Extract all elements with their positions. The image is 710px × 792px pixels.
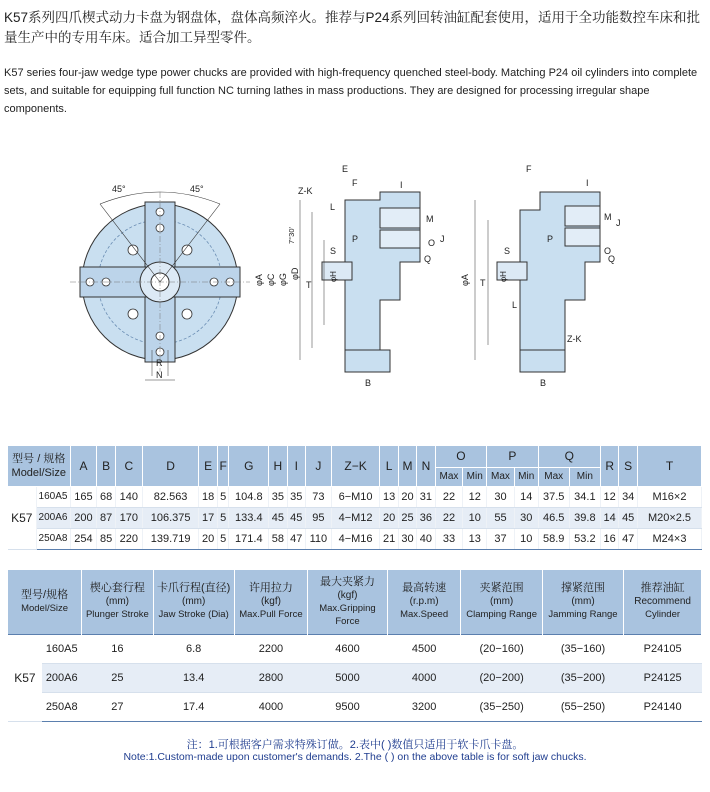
spec-table [8, 446, 702, 550]
label-phi-h-2: φH [499, 271, 508, 282]
spec-col-a: A [70, 446, 97, 486]
spec-cell: 20 [380, 507, 398, 528]
label-angle-1: 7°30' [287, 227, 296, 244]
perf-header: 型号/规格 Model/Size [8, 570, 82, 634]
spec-cell: 95 [305, 507, 331, 528]
perf-row [8, 692, 702, 721]
perf-cell: 4600 [308, 634, 388, 663]
spec-cell: 87 [97, 507, 115, 528]
intro-english: K57 series four-jaw wedge type power chucks are provided with high-frequency quenched steel-body. Matching P24 oil cylinders into complete sets, and suitable for equipping full function NC turning lathes in mass productions. They are designed for processing irregular shape components. [4, 67, 698, 115]
perf-header: 最高转速 (r.p.m) Max.Speed [387, 570, 461, 634]
spec-cell: 20 [199, 528, 217, 549]
spec-cell: 14 [514, 486, 538, 507]
spec-q-max: Max [538, 467, 569, 486]
spec-p-min: Min [514, 467, 538, 486]
spec-cell: 16 [600, 528, 618, 549]
spec-cell: 31 [417, 486, 435, 507]
spec-cell: 85 [97, 528, 115, 549]
spec-p-max: Max [487, 467, 515, 486]
spec-cell: 18 [199, 486, 217, 507]
spec-cell: 171.4 [229, 528, 269, 549]
spec-col-o: O [435, 446, 486, 467]
perf-cell: 27 [82, 692, 153, 721]
spec-cell: 34 [619, 486, 638, 507]
spec-cell: 30 [514, 507, 538, 528]
perf-cell: 2200 [234, 634, 307, 663]
spec-col-g: G [229, 446, 269, 486]
spec-cell: 6−M10 [331, 486, 380, 507]
label-b-1: B [365, 378, 372, 388]
spec-col-e: E [199, 446, 217, 486]
spec-cell: M24×3 [638, 528, 702, 549]
perf-cell: P24105 [624, 634, 702, 663]
spec-cell: 133.4 [229, 507, 269, 528]
spec-cell: 165 [70, 486, 97, 507]
perf-cell: 5000 [308, 663, 388, 692]
note-chinese: 注：1.可根据客户需求特殊订做。2.表中( )数值只适用于软卡爪卡盘。 [186, 739, 524, 751]
perf-cell: (55−250) [542, 692, 623, 721]
spec-cell: 73 [305, 486, 331, 507]
perf-cell: (20−160) [461, 634, 542, 663]
spec-cell: 36 [417, 507, 435, 528]
perf-header: 楔心套行程 (mm) Plunger Stroke [82, 570, 153, 634]
spec-col-i: I [287, 446, 305, 486]
spec-cell: 39.8 [569, 507, 600, 528]
spec-cell: 30 [398, 528, 416, 549]
spec-cell: 17 [199, 507, 217, 528]
side-view-jamming [460, 164, 621, 388]
spec-cell: 47 [619, 528, 638, 549]
front-view [70, 184, 250, 380]
perf-cell: 13.4 [153, 663, 234, 692]
label-l-1: L [330, 202, 336, 212]
spec-cell: 53.2 [569, 528, 600, 549]
label-s-1: S [330, 246, 337, 256]
spec-cell: 170 [115, 507, 142, 528]
spec-cell: 30 [487, 486, 515, 507]
label-t-2: T [480, 278, 486, 288]
perf-header: 推荐油缸 Recommend Cylinder [624, 570, 702, 634]
spec-col-d: D [142, 446, 199, 486]
spec-cell: M20×2.5 [638, 507, 702, 528]
perf-series-cell: K57 [8, 634, 42, 721]
label-o-2: O [604, 246, 612, 256]
label-e-1: E [342, 164, 349, 174]
label-q-2: Q [608, 254, 616, 264]
spec-cell: 5 [217, 528, 229, 549]
note-english: Note:1.Custom-made upon customer's demands. 2.The ( ) on the above table is for soft jaw chucks. [123, 751, 587, 763]
label-b-2: B [540, 378, 547, 388]
angle-right-label: 45° [190, 184, 204, 194]
label-phi-a-1: φA [254, 274, 264, 286]
spec-series-cell: K57 [8, 486, 36, 549]
spec-cell: 45 [269, 507, 287, 528]
label-s-2: S [504, 246, 511, 256]
intro-chinese: K57系列四爪楔式动力卡盘为钢盘体，盘体高频淬火。推荐与P24系列回转油缸配套使用，适用于全功能数控车床和批量生产中的专用车床。适合加工异型零件。 [4, 10, 701, 45]
perf-cell: 16 [82, 634, 153, 663]
spec-cell: 37 [487, 528, 515, 549]
spec-cell: 106.375 [142, 507, 199, 528]
spec-o-min: Min [463, 467, 487, 486]
spec-col-b: B [97, 446, 115, 486]
spec-col-m: M [398, 446, 416, 486]
spec-cell: 45 [619, 507, 638, 528]
label-r: R [156, 358, 163, 368]
label-p-2: P [547, 234, 554, 244]
label-m-2: M [604, 212, 612, 222]
spec-q-min: Min [569, 467, 600, 486]
spec-cell: 34.1 [569, 486, 600, 507]
spec-size-cell: 200A6 [36, 507, 70, 528]
label-i-1: I [400, 180, 403, 190]
spec-cell: 20 [398, 486, 416, 507]
spec-row [8, 486, 702, 507]
label-j-1: J [440, 234, 445, 244]
angle-left-label: 45° [112, 184, 126, 194]
perf-cell: (35−160) [542, 634, 623, 663]
spec-cell: 33 [435, 528, 463, 549]
spec-col-h: H [269, 446, 287, 486]
spec-cell: 220 [115, 528, 142, 549]
label-zk-2: Z-K [567, 334, 582, 344]
spec-cell: 10 [463, 507, 487, 528]
spec-cell: 55 [487, 507, 515, 528]
perf-header: 夹紧范围 (mm) Clamping Range [461, 570, 542, 634]
spec-col-zk: Z−K [331, 446, 380, 486]
label-f-1: F [352, 178, 358, 188]
label-i-2: I [586, 178, 589, 188]
spec-cell: 4−M16 [331, 528, 380, 549]
spec-row [8, 507, 702, 528]
label-t-1: T [306, 280, 312, 290]
spec-cell: 5 [217, 486, 229, 507]
perf-row [8, 663, 702, 692]
spec-cell: 13 [463, 528, 487, 549]
spec-cell: 47 [287, 528, 305, 549]
spec-cell: 12 [600, 486, 618, 507]
spec-col-n: N [417, 446, 435, 486]
spec-size-cell: 250A8 [36, 528, 70, 549]
perf-cell: (20−200) [461, 663, 542, 692]
spec-col-l: L [380, 446, 398, 486]
perf-row [8, 634, 702, 663]
perf-header: 撑紧范围 (mm) Jamming Range [542, 570, 623, 634]
spec-col-t: T [638, 446, 702, 486]
spec-cell: 5 [217, 507, 229, 528]
spec-cell: 140 [115, 486, 142, 507]
spec-col-r: R [600, 446, 618, 486]
perf-cell: P24140 [624, 692, 702, 721]
perf-cell: 6.8 [153, 634, 234, 663]
spec-cell: 22 [435, 507, 463, 528]
spec-cell: 45 [287, 507, 305, 528]
spec-cell: 25 [398, 507, 416, 528]
spec-cell: 46.5 [538, 507, 569, 528]
perf-header: 卡爪行程(直径) (mm) Jaw Stroke (Dia) [153, 570, 234, 634]
spec-col-f: F [217, 446, 229, 486]
perf-cell: 17.4 [153, 692, 234, 721]
spec-col-q: Q [538, 446, 600, 467]
spec-cell: 12 [463, 486, 487, 507]
spec-cell: 139.719 [142, 528, 199, 549]
label-j-2: J [616, 218, 621, 228]
perf-size-cell: 250A8 [42, 692, 82, 721]
spec-cell: 68 [97, 486, 115, 507]
label-n: N [156, 370, 163, 380]
spec-cell: 35 [287, 486, 305, 507]
spec-cell: M16×2 [638, 486, 702, 507]
label-phi-h-1: φH [329, 271, 338, 282]
perf-cell: 25 [82, 663, 153, 692]
spec-cell: 21 [380, 528, 398, 549]
spec-col-s: S [619, 446, 638, 486]
spec-cell: 35 [269, 486, 287, 507]
label-phi-c-1: φC [266, 273, 276, 286]
spec-size-cell: 160A5 [36, 486, 70, 507]
label-phi-d-1: φD [290, 267, 300, 280]
spec-col-p: P [487, 446, 538, 467]
spec-cell: 40 [417, 528, 435, 549]
label-q-1: Q [424, 254, 432, 264]
perf-cell: P24125 [624, 663, 702, 692]
perf-cell: 4500 [387, 634, 461, 663]
perf-size-cell: 200A6 [42, 663, 82, 692]
spec-cell: 58 [269, 528, 287, 549]
spec-cell: 22 [435, 486, 463, 507]
spec-cell: 82.563 [142, 486, 199, 507]
spec-cell: 37.5 [538, 486, 569, 507]
performance-table [8, 570, 702, 722]
spec-col-c: C [115, 446, 142, 486]
spec-model-header: 型号 / 规格 Model/Size [8, 446, 70, 486]
spec-cell: 58.9 [538, 528, 569, 549]
label-phi-a-2: φA [460, 274, 470, 286]
spec-cell: 200 [70, 507, 97, 528]
label-f-2: F [526, 164, 532, 174]
perf-cell: 9500 [308, 692, 388, 721]
perf-cell: 4000 [234, 692, 307, 721]
spec-cell: 13 [380, 486, 398, 507]
perf-cell: (35−200) [542, 663, 623, 692]
spec-row [8, 528, 702, 549]
label-m-1: M [426, 214, 434, 224]
label-l-2: L [512, 300, 518, 310]
technical-drawings [0, 150, 710, 390]
side-view-clamping [254, 164, 445, 388]
spec-o-max: Max [435, 467, 463, 486]
label-zk-1: Z-K [298, 186, 313, 196]
perf-cell: 4000 [387, 663, 461, 692]
perf-header: 许用拉力 (kgf) Max.Pull Force [234, 570, 307, 634]
label-p-1: P [352, 234, 359, 244]
label-phi-g-1: φG [278, 273, 288, 286]
spec-cell: 254 [70, 528, 97, 549]
spec-cell: 110 [305, 528, 331, 549]
perf-size-cell: 160A5 [42, 634, 82, 663]
spec-col-j: J [305, 446, 331, 486]
spec-cell: 104.8 [229, 486, 269, 507]
label-o-1: O [428, 238, 436, 248]
spec-cell: 4−M12 [331, 507, 380, 528]
perf-header: 最大夹紧力 (kgf) Max.Gripping Force [308, 570, 388, 634]
perf-cell: (35−250) [461, 692, 542, 721]
spec-cell: 10 [514, 528, 538, 549]
spec-cell: 14 [600, 507, 618, 528]
perf-cell: 3200 [387, 692, 461, 721]
perf-cell: 2800 [234, 663, 307, 692]
